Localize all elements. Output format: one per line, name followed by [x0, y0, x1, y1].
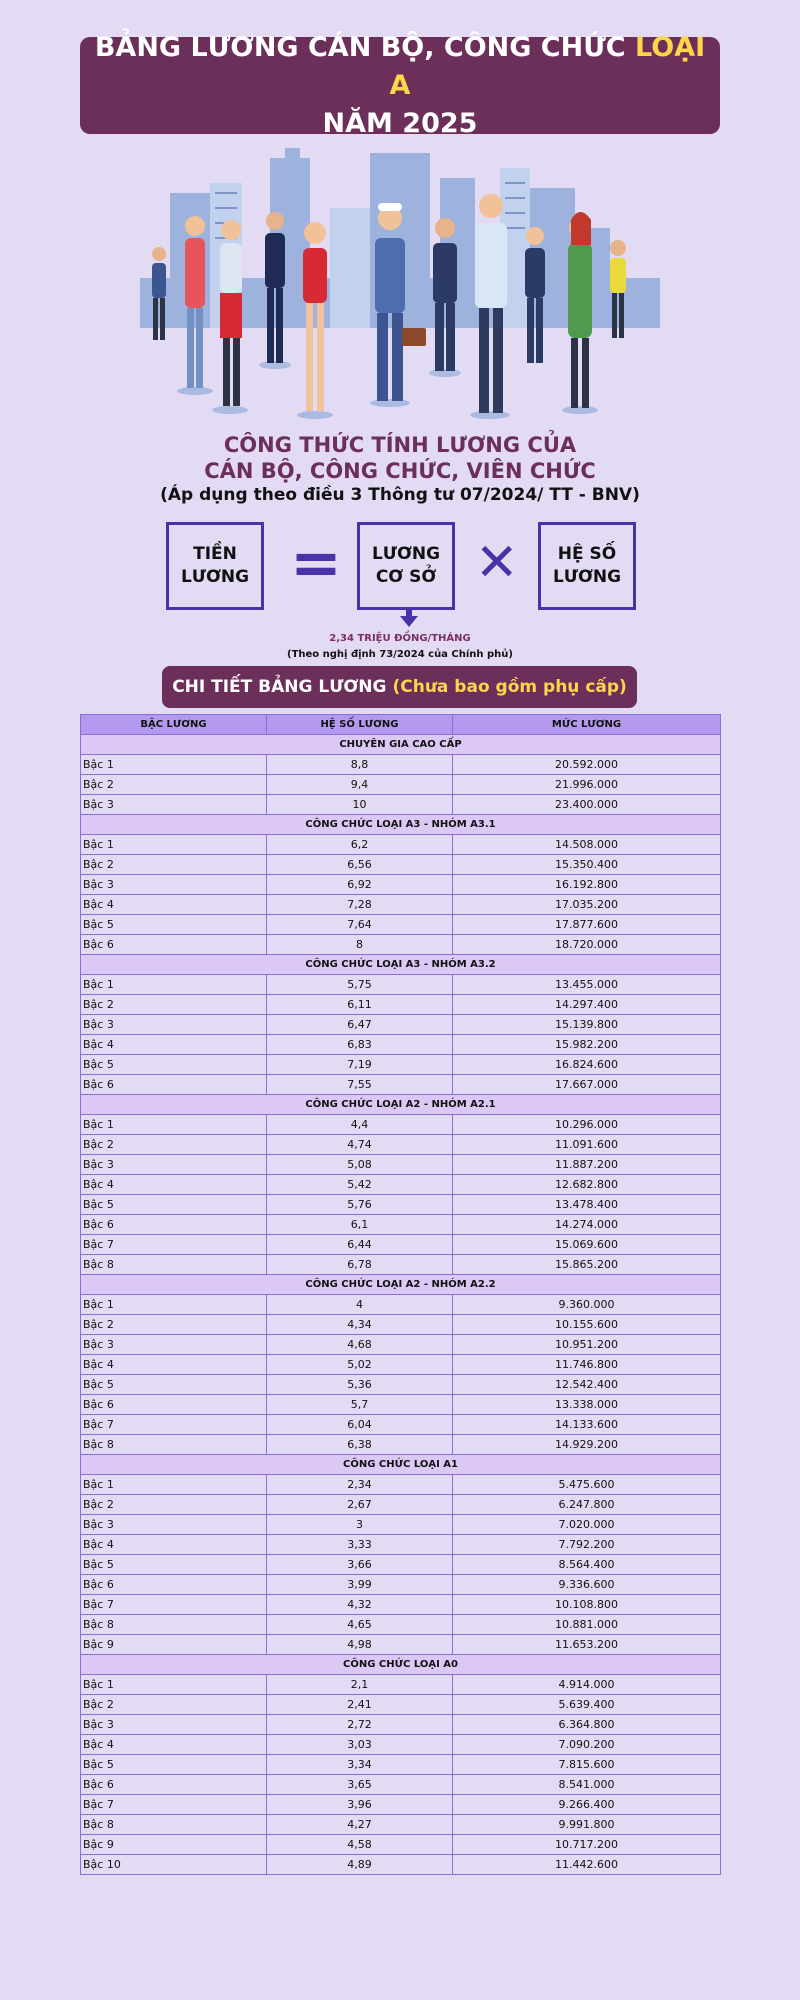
rank-cell: Bậc 5 [81, 1755, 267, 1775]
table-row [81, 1615, 721, 1635]
salary-cell: 14.297.400 [453, 995, 721, 1015]
table-row [81, 1675, 721, 1695]
formula-heading-1: CÔNG THỨC TÍNH LƯƠNG CỦA [223, 433, 577, 457]
coefficient-cell: 4,74 [267, 1135, 453, 1155]
rank-cell: Bậc 9 [81, 1835, 267, 1855]
table-row [81, 995, 721, 1015]
table-row [81, 1255, 721, 1275]
title-line-2: NĂM 2025 [322, 107, 478, 139]
rank-cell: Bậc 2 [81, 1695, 267, 1715]
table-row [81, 1555, 721, 1575]
salary-cell: 11.653.200 [453, 1635, 721, 1655]
rank-cell: Bậc 8 [81, 1435, 267, 1455]
table-row [81, 835, 721, 855]
table-row [81, 1775, 721, 1795]
salary-cell: 8.541.000 [453, 1775, 721, 1795]
salary-cell: 8.564.400 [453, 1555, 721, 1575]
table-row [81, 1535, 721, 1555]
rank-cell: Bậc 1 [81, 755, 267, 775]
rank-cell: Bậc 6 [81, 1395, 267, 1415]
rank-cell: Bậc 2 [81, 995, 267, 1015]
salary-cell: 10.296.000 [453, 1115, 721, 1135]
rank-cell: Bậc 1 [81, 1475, 267, 1495]
salary-cell: 10.951.200 [453, 1335, 721, 1355]
group-title: CHUYÊN GIA CAO CẤP [81, 735, 721, 755]
coefficient-cell: 3,99 [267, 1575, 453, 1595]
box-salary-line-2: LƯƠNG [180, 567, 250, 587]
salary-cell: 10.881.000 [453, 1615, 721, 1635]
table-row [81, 1175, 721, 1195]
coefficient-cell: 5,75 [267, 975, 453, 995]
table-row [81, 1415, 721, 1435]
coefficient-cell: 3,34 [267, 1755, 453, 1775]
salary-cell: 17.667.000 [453, 1075, 721, 1095]
title-prefix: BẢNG LƯƠNG CÁN BỘ, CÔNG CHỨC [94, 31, 626, 63]
coefficient-cell: 2,67 [267, 1495, 453, 1515]
box-coef-line-1: HỆ SỐ [557, 544, 617, 564]
detail-banner [162, 666, 637, 708]
salary-cell: 9.336.600 [453, 1575, 721, 1595]
group-row [81, 1455, 721, 1475]
arrow-down-icon [398, 607, 420, 629]
salary-cell: 14.274.000 [453, 1215, 721, 1235]
coefficient-cell: 6,56 [267, 855, 453, 875]
group-title: CÔNG CHỨC LOẠI A2 - NHÓM A2.2 [81, 1275, 721, 1295]
rank-cell: Bậc 6 [81, 1075, 267, 1095]
coefficient-cell: 6,92 [267, 875, 453, 895]
salary-cell: 10.108.800 [453, 1595, 721, 1615]
multiply-icon: ✕ [475, 533, 519, 593]
table-row [81, 915, 721, 935]
salary-cell: 13.338.000 [453, 1395, 721, 1415]
group-row [81, 1095, 721, 1115]
salary-cell: 15.350.400 [453, 855, 721, 875]
group-row [81, 735, 721, 755]
coefficient-cell: 2,1 [267, 1675, 453, 1695]
table-row [81, 755, 721, 775]
rank-cell: Bậc 2 [81, 855, 267, 875]
coefficient-cell: 9,4 [267, 775, 453, 795]
table-row [81, 1475, 721, 1495]
table-row [81, 1195, 721, 1215]
coefficient-cell: 6,04 [267, 1415, 453, 1435]
salary-cell: 23.400.000 [453, 795, 721, 815]
rank-cell: Bậc 1 [81, 1115, 267, 1135]
rank-cell: Bậc 6 [81, 1215, 267, 1235]
group-title: CÔNG CHỨC LOẠI A0 [81, 1655, 721, 1675]
coefficient-cell: 3 [267, 1515, 453, 1535]
coefficient-cell: 4,32 [267, 1595, 453, 1615]
coefficient-cell: 3,66 [267, 1555, 453, 1575]
rank-cell: Bậc 2 [81, 775, 267, 795]
detail-highlight: (Chưa bao gồm phụ cấp) [392, 677, 627, 697]
table-row [81, 775, 721, 795]
table-row [81, 1055, 721, 1075]
table-row [81, 875, 721, 895]
rank-cell: Bậc 2 [81, 1315, 267, 1335]
coefficient-cell: 7,55 [267, 1075, 453, 1095]
formula-box-salary [166, 522, 264, 610]
group-title: CÔNG CHỨC LOẠI A1 [81, 1455, 721, 1475]
rank-cell: Bậc 6 [81, 1575, 267, 1595]
salary-cell: 5.639.400 [453, 1695, 721, 1715]
table-row [81, 975, 721, 995]
salary-cell: 21.996.000 [453, 775, 721, 795]
table-row [81, 1515, 721, 1535]
coefficient-cell: 4,68 [267, 1335, 453, 1355]
salary-table-body [81, 735, 721, 1875]
base-salary-note: (Theo nghị định 73/2024 của Chính phủ) [287, 649, 513, 660]
rank-cell: Bậc 2 [81, 1495, 267, 1515]
coefficient-cell: 6,44 [267, 1235, 453, 1255]
rank-cell: Bậc 8 [81, 1255, 267, 1275]
rank-cell: Bậc 1 [81, 1295, 267, 1315]
coefficient-cell: 6,11 [267, 995, 453, 1015]
equals-sign: = [290, 526, 342, 599]
header-row [81, 715, 721, 735]
coefficient-cell: 7,64 [267, 915, 453, 935]
coefficient-cell: 4,34 [267, 1315, 453, 1335]
salary-cell: 17.035.200 [453, 895, 721, 915]
coefficient-cell: 5,08 [267, 1155, 453, 1175]
table-row [81, 1635, 721, 1655]
box-coef-line-2: LƯƠNG [552, 567, 622, 587]
rank-cell: Bậc 4 [81, 1735, 267, 1755]
table-row [81, 1315, 721, 1335]
table-row [81, 855, 721, 875]
coefficient-cell: 3,96 [267, 1795, 453, 1815]
rank-cell: Bậc 3 [81, 875, 267, 895]
rank-cell: Bậc 1 [81, 1675, 267, 1695]
coefficient-cell: 8 [267, 935, 453, 955]
coefficient-cell: 5,36 [267, 1375, 453, 1395]
title-banner [80, 31, 720, 139]
rank-cell: Bậc 2 [81, 1135, 267, 1155]
coefficient-cell: 7,28 [267, 895, 453, 915]
box-salary-line-1: TIỀN [193, 544, 237, 564]
salary-cell: 15.865.200 [453, 1255, 721, 1275]
table-row [81, 1355, 721, 1375]
salary-cell: 20.592.000 [453, 755, 721, 775]
salary-cell: 16.824.600 [453, 1055, 721, 1075]
table-row [81, 895, 721, 915]
table-row [81, 1695, 721, 1715]
table-row [81, 1215, 721, 1235]
rank-cell: Bậc 3 [81, 1155, 267, 1175]
rank-cell: Bậc 6 [81, 1775, 267, 1795]
header-salary: MỨC LƯƠNG [453, 715, 721, 735]
salary-cell: 14.929.200 [453, 1435, 721, 1455]
rank-cell: Bậc 9 [81, 1635, 267, 1655]
salary-table-header [81, 715, 721, 735]
group-title: CÔNG CHỨC LOẠI A2 - NHÓM A2.1 [81, 1095, 721, 1115]
salary-cell: 11.746.800 [453, 1355, 721, 1375]
table-row [81, 1035, 721, 1055]
table-row [81, 1295, 721, 1315]
salary-cell: 18.720.000 [453, 935, 721, 955]
rank-cell: Bậc 3 [81, 795, 267, 815]
salary-cell: 13.478.400 [453, 1195, 721, 1215]
coefficient-cell: 4,65 [267, 1615, 453, 1635]
table-row [81, 935, 721, 955]
salary-cell: 4.914.000 [453, 1675, 721, 1695]
title-highlight: LOẠI A [389, 31, 706, 101]
coefficient-cell: 6,78 [267, 1255, 453, 1275]
table-row [81, 1135, 721, 1155]
rank-cell: Bậc 7 [81, 1415, 267, 1435]
group-row [81, 1655, 721, 1675]
salary-cell: 7.815.600 [453, 1755, 721, 1775]
salary-cell: 11.887.200 [453, 1155, 721, 1175]
group-title: CÔNG CHỨC LOẠI A3 - NHÓM A3.1 [81, 815, 721, 835]
coefficient-cell: 5,7 [267, 1395, 453, 1415]
rank-cell: Bậc 5 [81, 1375, 267, 1395]
coefficient-cell: 6,38 [267, 1435, 453, 1455]
rank-cell: Bậc 5 [81, 1055, 267, 1075]
table-row [81, 1575, 721, 1595]
group-title: CÔNG CHỨC LOẠI A3 - NHÓM A3.2 [81, 955, 721, 975]
rank-cell: Bậc 3 [81, 1015, 267, 1035]
table-row [81, 1855, 721, 1875]
coefficient-cell: 4,98 [267, 1635, 453, 1655]
salary-cell: 7.020.000 [453, 1515, 721, 1535]
salary-cell: 10.717.200 [453, 1835, 721, 1855]
salary-cell: 14.133.600 [453, 1415, 721, 1435]
salary-cell: 9.360.000 [453, 1295, 721, 1315]
table-row [81, 1715, 721, 1735]
rank-cell: Bậc 6 [81, 935, 267, 955]
rank-cell: Bậc 7 [81, 1235, 267, 1255]
box-base-line-2: CƠ SỞ [375, 567, 437, 587]
table-row [81, 1835, 721, 1855]
rank-cell: Bậc 3 [81, 1335, 267, 1355]
table-row [81, 1735, 721, 1755]
table-row [81, 1815, 721, 1835]
group-row [81, 1275, 721, 1295]
table-row [81, 1335, 721, 1355]
rank-cell: Bậc 1 [81, 835, 267, 855]
rank-cell: Bậc 4 [81, 1355, 267, 1375]
salary-cell: 17.877.600 [453, 915, 721, 935]
salary-cell: 10.155.600 [453, 1315, 721, 1335]
formula-box-base-salary [357, 522, 455, 610]
coefficient-cell: 3,03 [267, 1735, 453, 1755]
table-row [81, 1595, 721, 1615]
salary-cell: 5.475.600 [453, 1475, 721, 1495]
salary-cell: 9.991.800 [453, 1815, 721, 1835]
salary-cell: 7.090.200 [453, 1735, 721, 1755]
salary-cell: 12.542.400 [453, 1375, 721, 1395]
workers-city-illustration [140, 148, 660, 428]
formula-heading-2: CÁN BỘ, CÔNG CHỨC, VIÊN CHỨC [204, 459, 596, 483]
coefficient-cell: 2,34 [267, 1475, 453, 1495]
box-base-line-1: LƯƠNG [371, 544, 441, 564]
rank-cell: Bậc 4 [81, 1535, 267, 1555]
coefficient-cell: 4 [267, 1295, 453, 1315]
coefficient-cell: 4,89 [267, 1855, 453, 1875]
coefficient-cell: 3,65 [267, 1775, 453, 1795]
coefficient-cell: 7,19 [267, 1055, 453, 1075]
rank-cell: Bậc 7 [81, 1795, 267, 1815]
salary-cell: 11.091.600 [453, 1135, 721, 1155]
rank-cell: Bậc 4 [81, 895, 267, 915]
coefficient-cell: 4,58 [267, 1835, 453, 1855]
table-row [81, 1015, 721, 1035]
coefficient-cell: 2,72 [267, 1715, 453, 1735]
coefficient-cell: 8,8 [267, 755, 453, 775]
table-row [81, 1375, 721, 1395]
coefficient-cell: 3,33 [267, 1535, 453, 1555]
formula-subtitle: (Áp dụng theo điều 3 Thông tư 07/2024/ TT - BNV) [160, 485, 640, 505]
salary-cell: 13.455.000 [453, 975, 721, 995]
group-row [81, 955, 721, 975]
table-row [81, 1235, 721, 1255]
salary-cell: 14.508.000 [453, 835, 721, 855]
table-row [81, 1155, 721, 1175]
coefficient-cell: 5,76 [267, 1195, 453, 1215]
rank-cell: Bậc 5 [81, 915, 267, 935]
coefficient-cell: 4,4 [267, 1115, 453, 1135]
coefficient-cell: 10 [267, 795, 453, 815]
salary-cell: 12.682.800 [453, 1175, 721, 1195]
rank-cell: Bậc 8 [81, 1615, 267, 1635]
salary-cell: 6.247.800 [453, 1495, 721, 1515]
rank-cell: Bậc 4 [81, 1175, 267, 1195]
group-row [81, 815, 721, 835]
coefficient-cell: 2,41 [267, 1695, 453, 1715]
table-row [81, 1755, 721, 1775]
coefficient-cell: 4,27 [267, 1815, 453, 1835]
salary-cell: 16.192.800 [453, 875, 721, 895]
base-salary-value: 2,34 TRIỆU ĐỒNG/THÁNG [329, 633, 471, 644]
detail-label: CHI TIẾT BẢNG LƯƠNG [172, 677, 387, 697]
table-row [81, 1795, 721, 1815]
coefficient-cell: 6,83 [267, 1035, 453, 1055]
rank-cell: Bậc 5 [81, 1195, 267, 1215]
table-row [81, 1435, 721, 1455]
table-row [81, 1495, 721, 1515]
coefficient-cell: 6,47 [267, 1015, 453, 1035]
salary-cell: 15.139.800 [453, 1015, 721, 1035]
rank-cell: Bậc 3 [81, 1715, 267, 1735]
coefficient-cell: 5,42 [267, 1175, 453, 1195]
salary-cell: 6.364.800 [453, 1715, 721, 1735]
table-row [81, 1075, 721, 1095]
coefficient-cell: 5,02 [267, 1355, 453, 1375]
rank-cell: Bậc 10 [81, 1855, 267, 1875]
salary-cell: 15.069.600 [453, 1235, 721, 1255]
salary-cell: 7.792.200 [453, 1535, 721, 1555]
header-rank: BẬC LƯƠNG [81, 715, 267, 735]
rank-cell: Bậc 8 [81, 1815, 267, 1835]
salary-table [80, 714, 721, 1875]
salary-cell: 15.982.200 [453, 1035, 721, 1055]
header-coefficient: HỆ SỐ LƯƠNG [267, 715, 453, 735]
rank-cell: Bậc 3 [81, 1515, 267, 1535]
coefficient-cell: 6,2 [267, 835, 453, 855]
table-row [81, 795, 721, 815]
rank-cell: Bậc 1 [81, 975, 267, 995]
salary-cell: 9.266.400 [453, 1795, 721, 1815]
rank-cell: Bậc 5 [81, 1555, 267, 1575]
rank-cell: Bậc 4 [81, 1035, 267, 1055]
title-line-1 [80, 29, 720, 105]
formula-box-coefficient [538, 522, 636, 610]
table-row [81, 1395, 721, 1415]
rank-cell: Bậc 7 [81, 1595, 267, 1615]
salary-cell: 11.442.600 [453, 1855, 721, 1875]
table-row [81, 1115, 721, 1135]
coefficient-cell: 6,1 [267, 1215, 453, 1235]
